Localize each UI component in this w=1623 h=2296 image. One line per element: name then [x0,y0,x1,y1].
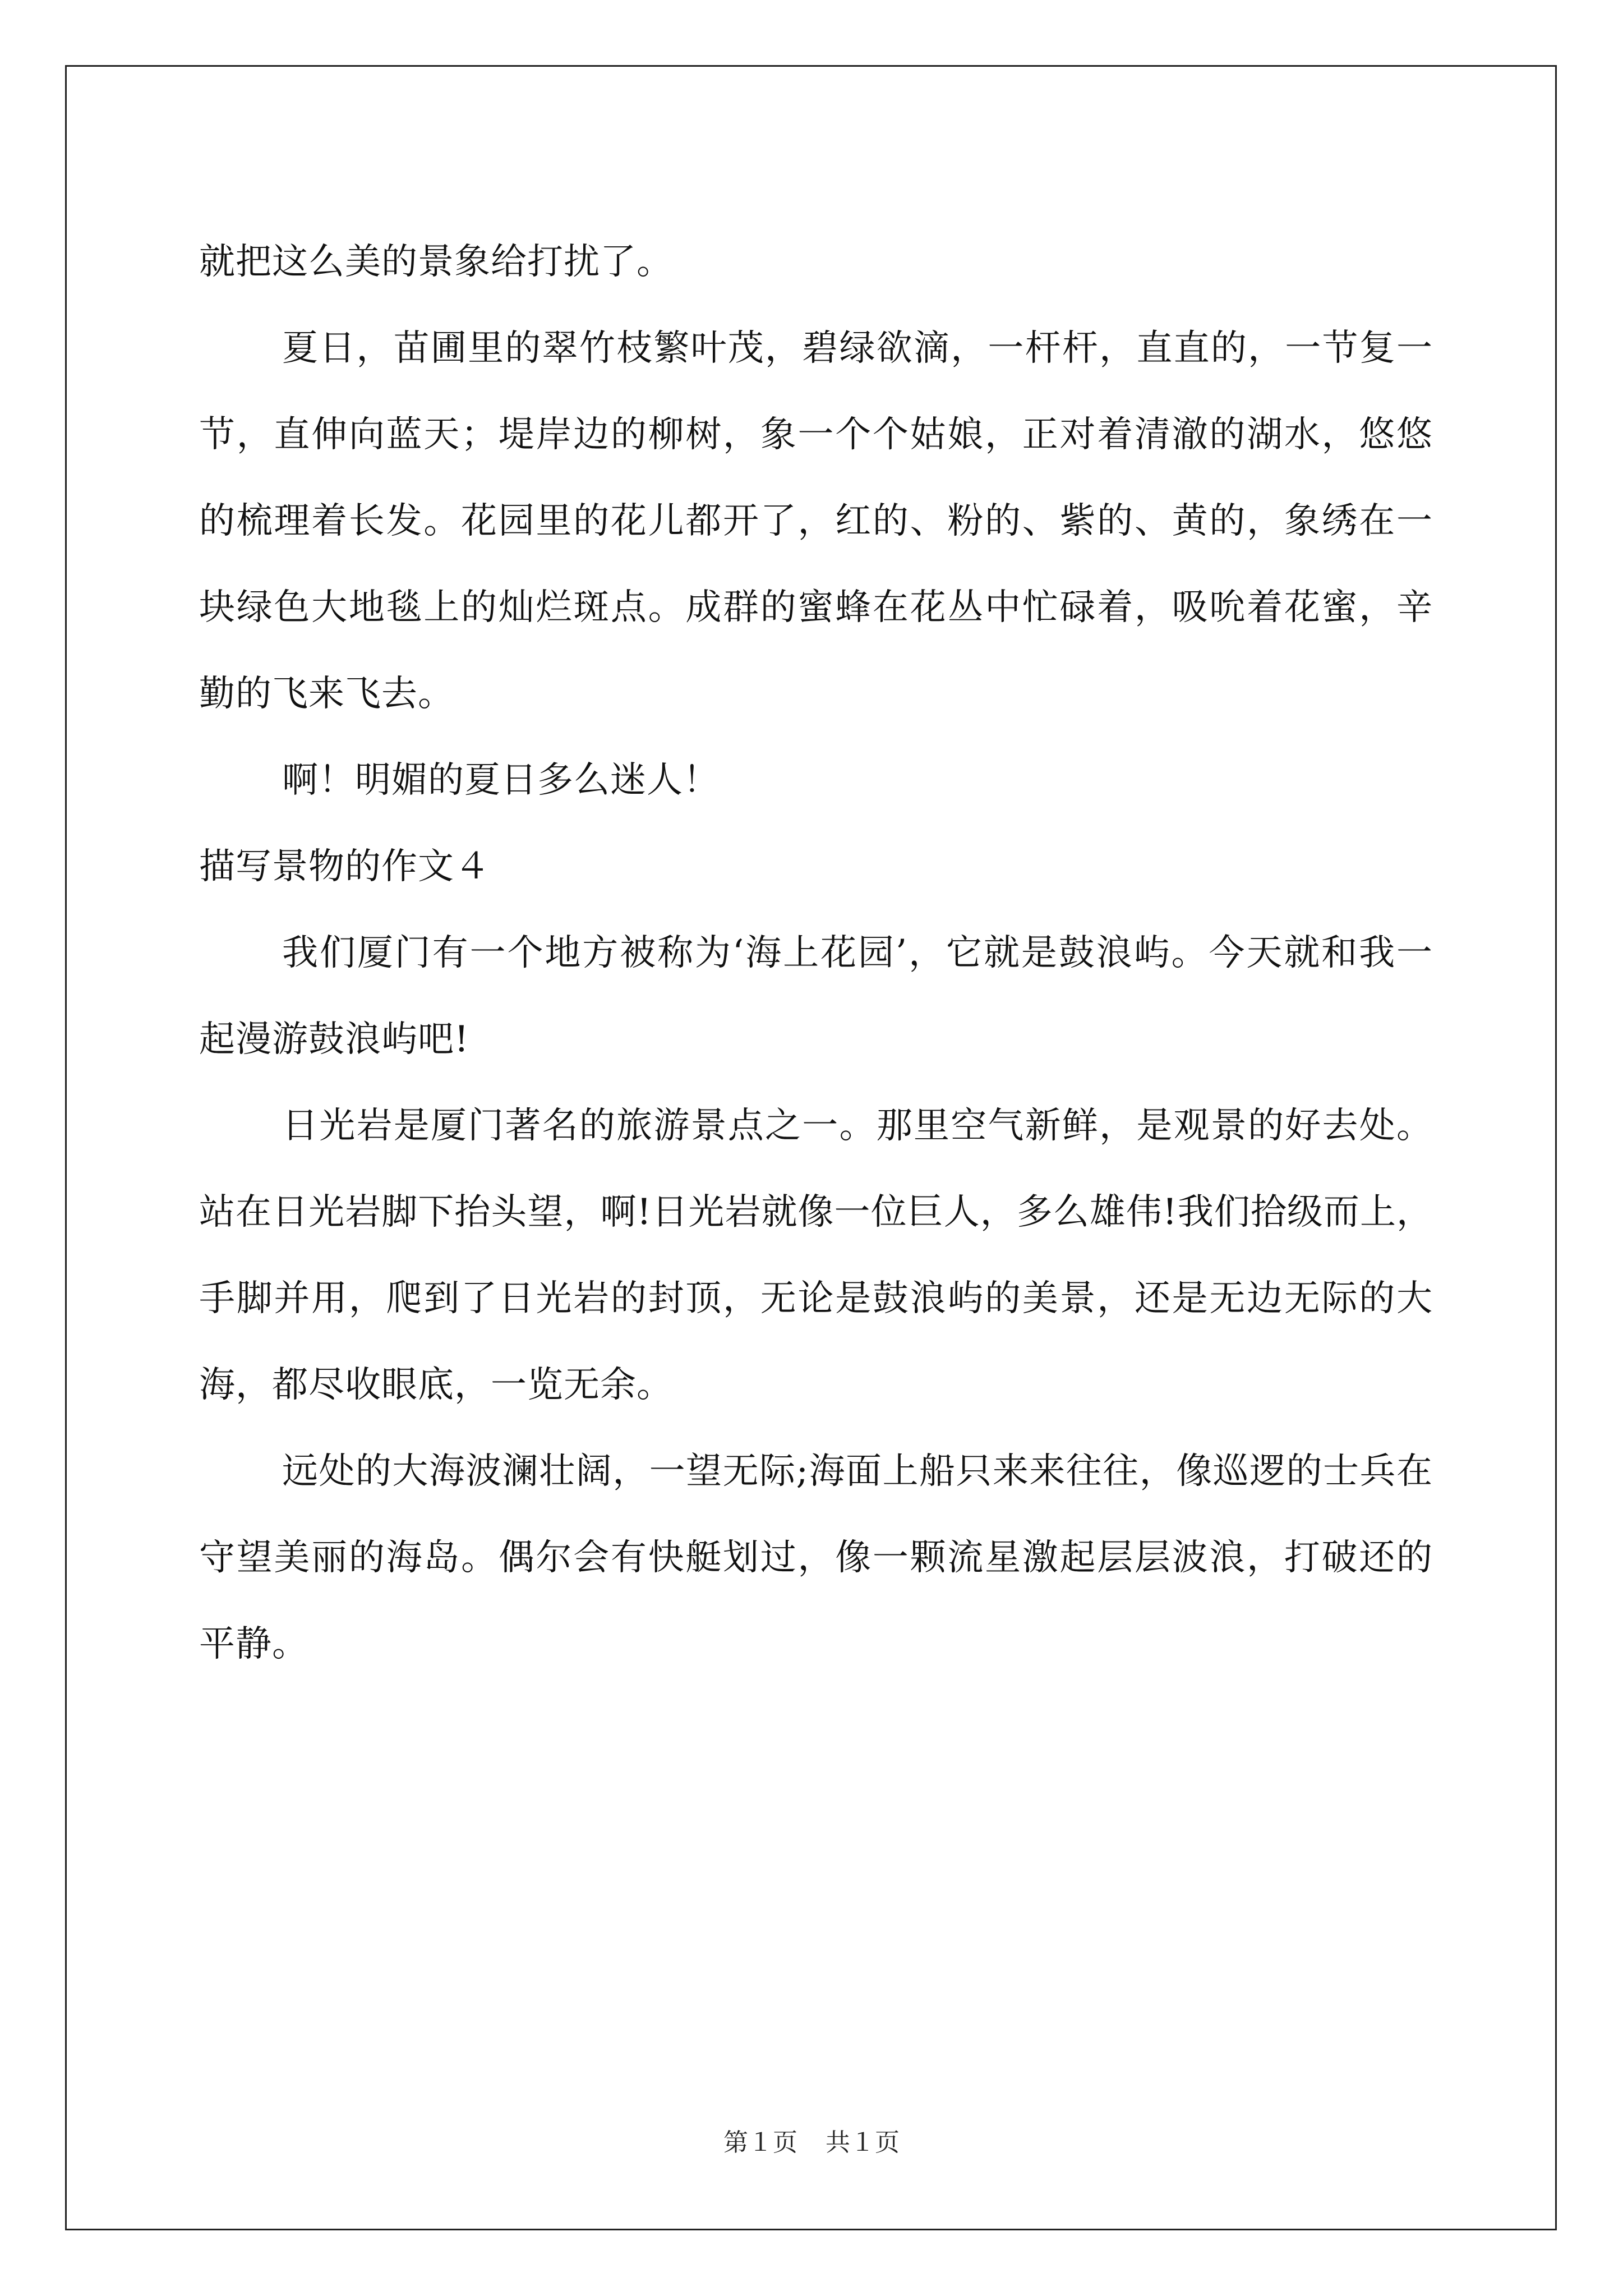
page-number: 第１页 [723,2128,797,2157]
paragraph-1: 就把这么美的景象给打扰了。 [199,241,673,283]
paragraph-4: 我们厦门有一个地方被称为‘海上花园’，它就是鼓浪屿。今天就和我一起漫游鼓浪屿吧! [199,932,1433,1060]
document-body [199,219,1433,1687]
paragraph-3: 啊！明媚的夏日多么迷人！ [282,760,720,801]
paragraph-5: 日光岩是厦门著名的旅游景点之一。那里空气新鲜，是观景的好去处。站在日光岩脚下抬头望，啊!日光岩就像一位巨人，多么雄伟!我们拾级而上，手脚并用，爬到了日光岩的封顶，无论是鼓浪屿的美景，还是无边无际的大海，都尽收眼底，一览无余。 [199,1105,1433,1406]
section-heading: 描写景物的作文４ [199,846,491,887]
page-footer [0,2126,1623,2160]
paragraph-6: 远处的大海波澜壮阔，一望无际;海面上船只来来往往，像巡逻的士兵在守望美丽的海岛。偶尔会有快艇划过，像一颗流星激起层层波浪，打破还的平静。 [199,1451,1433,1665]
page-total: 共１页 [826,2128,900,2157]
paragraph-2: 夏日，苗圃里的翠竹枝繁叶茂，碧绿欲滴，一杆杆，直直的，一节复一节，直伸向蓝天；堤岸边的柳树，象一个个姑娘，正对着清澈的湖水，悠悠的梳理着长发。花园里的花儿都开了，红的、粉的、紫的、黄的，象绣在一块绿色大地毯上的灿烂斑点。成群的蜜蜂在花丛中忙碌着，吸吮着花蜜，辛勤的飞来飞去。 [199,328,1433,715]
